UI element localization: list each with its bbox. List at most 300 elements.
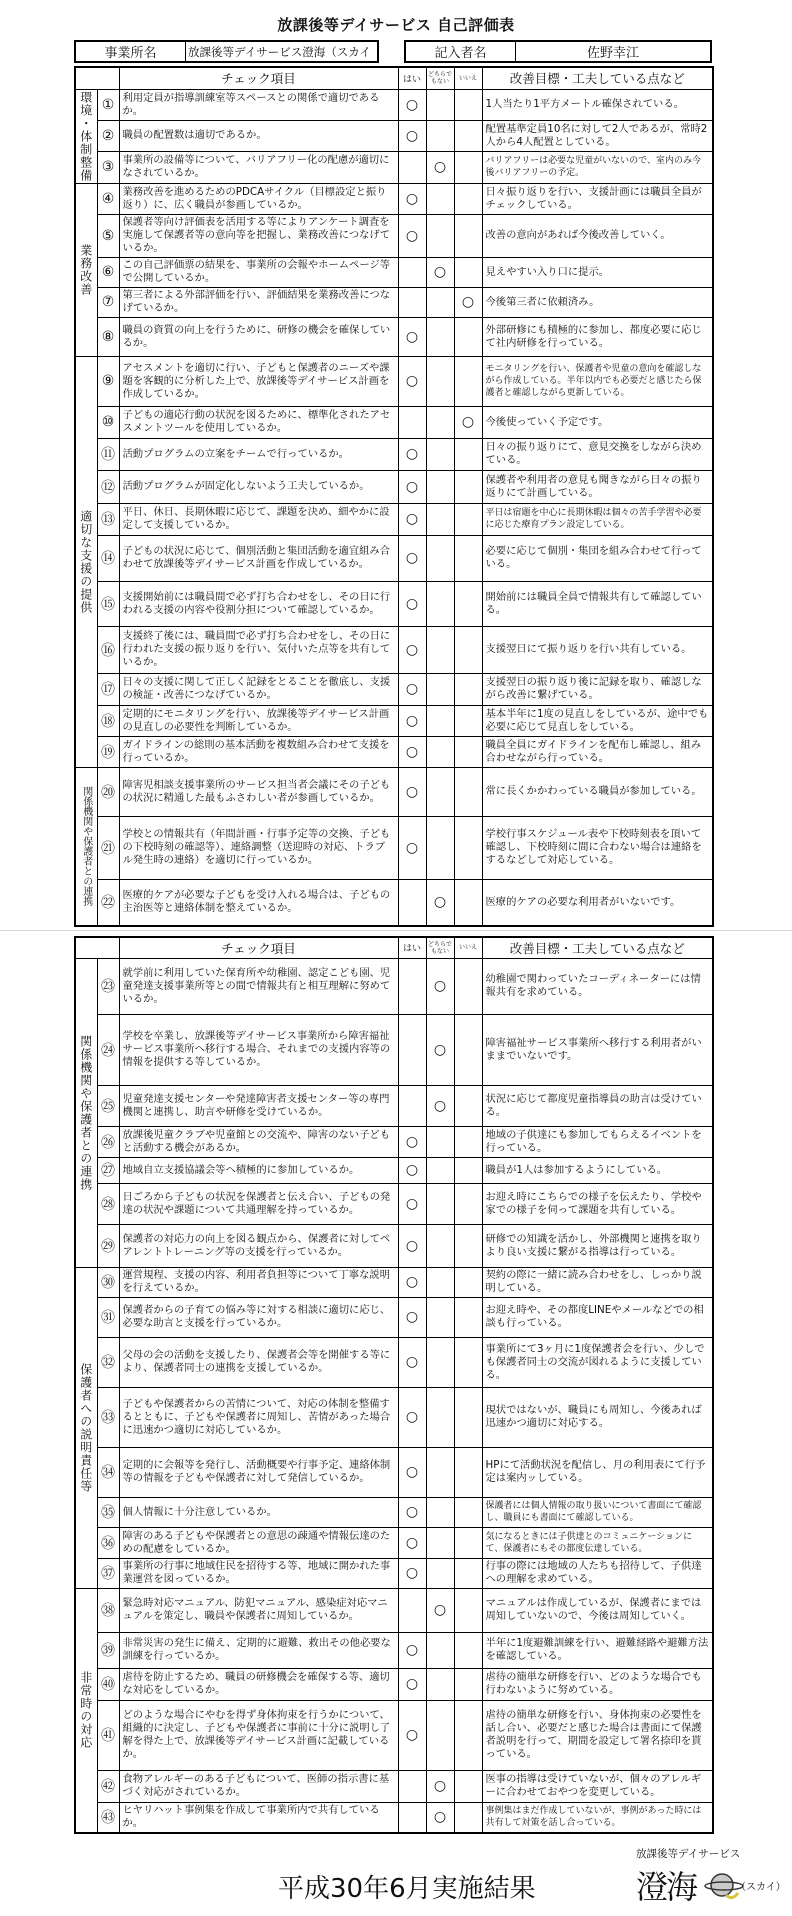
table-row <box>75 705 713 736</box>
item-number: ⑰ <box>97 673 119 705</box>
answer-neither-cell <box>426 438 454 470</box>
item-number: ㊵ <box>97 1668 119 1700</box>
answer-yes-cell: ○ <box>398 535 426 581</box>
check-item-text: 父母の会の活動を支援したり、保護者会等を開催する等により、保護者同士の連携を支援しているか。 <box>119 1337 398 1387</box>
check-item-text: 個人情報に十分注意しているか。 <box>119 1497 398 1527</box>
result-date: 平成30年6月実施結果 <box>278 1874 536 1904</box>
answer-neither-cell <box>426 673 454 705</box>
item-number: ㊳ <box>97 1588 119 1632</box>
answer-no-cell <box>454 1770 482 1802</box>
answer-no-cell <box>454 1126 482 1157</box>
answer-no-cell <box>454 503 482 535</box>
section-label: 適切な支援の提供 <box>75 356 97 767</box>
answer-yes-cell: ○ <box>398 89 426 120</box>
answer-yes-cell: ○ <box>398 1558 426 1588</box>
table-row <box>75 406 713 438</box>
answer-yes-cell: ○ <box>398 503 426 535</box>
table-row <box>75 1183 713 1224</box>
check-item-text: 子どもの状況に応じて、個別活動と集団活動を適宜組み合わせて放課後等デイサービス計画を作成しているか。 <box>119 535 398 581</box>
answer-neither-cell <box>426 535 454 581</box>
answer-yes-cell <box>398 1085 426 1126</box>
logo-tagline: 放課後等デイサービス <box>636 1848 741 1860</box>
table-row <box>75 1588 713 1632</box>
check-item-text: アセスメントを適切に行い、子どもと保護者のニーズや課題を客観的に分析した上で、放課後等デイサービス計画を作成しているか。 <box>119 356 398 406</box>
answer-yes-cell: ○ <box>398 1224 426 1267</box>
answer-neither-cell: ○ <box>426 151 454 183</box>
item-number: ③ <box>97 151 119 183</box>
improvement-comment: 改善の意向があれば今後改善していく。 <box>482 214 713 257</box>
header-neither: どちらでもない <box>426 937 454 958</box>
table-row <box>75 816 713 879</box>
improvement-comment: 平日は宿題を中心に長期休暇は個々の苦手学習や必要に応じた療育プラン設定している。 <box>482 503 713 535</box>
office-info-box <box>74 40 379 63</box>
check-item-text: 放課後児童クラブや児童館との交流や、障害のない子どもと活動する機会があるか。 <box>119 1126 398 1157</box>
answer-no-cell <box>454 89 482 120</box>
answer-no-cell <box>454 183 482 214</box>
improvement-comment: 状況に応じて都度児童指導員の助言は受けている。 <box>482 1085 713 1126</box>
answer-no-cell <box>454 1224 482 1267</box>
check-item-text: 医療的ケアが必要な子どもを受け入れる場合は、子どもの主治医等と連絡体制を整えているか。 <box>119 879 398 926</box>
table-row <box>75 214 713 257</box>
answer-no-cell <box>454 535 482 581</box>
answer-no-cell <box>454 626 482 673</box>
answer-no-cell <box>454 356 482 406</box>
answer-neither-cell <box>426 1297 454 1337</box>
header-improvement: 改善目標・工夫している点など <box>482 67 713 89</box>
answer-no-cell <box>454 317 482 356</box>
evaluation-table-1 <box>74 66 714 927</box>
table-row <box>75 1802 713 1833</box>
item-number: ㊱ <box>97 1527 119 1558</box>
answer-no-cell <box>454 1527 482 1558</box>
section-label: 非常時の対応 <box>75 1588 97 1833</box>
improvement-comment: 保護者には個人情報の取り扱いについて書面にて確認し、職員にも書面にて確認している。 <box>482 1497 713 1527</box>
header-neither: どちらでもない <box>426 67 454 89</box>
writer-info-box <box>404 40 712 63</box>
answer-no-cell <box>454 151 482 183</box>
improvement-comment: マニュアルは作成しているが、保護者にまでは周知していないので、今後は周知していく。 <box>482 1588 713 1632</box>
answer-neither-cell <box>426 1387 454 1447</box>
header-check-item: チェック項目 <box>119 67 398 89</box>
improvement-comment: 虐待の簡単な研修を行い、どのような場合でも行わないように努めている。 <box>482 1668 713 1700</box>
improvement-comment: バリアフリーは必要な児童がいないので、室内のみ今後バリアフリーの予定。 <box>482 151 713 183</box>
answer-no-cell <box>454 257 482 287</box>
table-row <box>75 120 713 151</box>
answer-neither-cell <box>426 1527 454 1558</box>
table-row <box>75 1668 713 1700</box>
answer-yes-cell: ○ <box>398 356 426 406</box>
check-item-text: 子どもや保護者からの苦情について、対応の体制を整備するとともに、子どもや保護者に周知し、苦情があった場合に迅速かつ適切に対応しているか。 <box>119 1387 398 1447</box>
improvement-comment: 学校行事スケジュール表や下校時刻表を頂いて確認し、下校時刻に間に合わない場合は連絡をするなどして対応している。 <box>482 816 713 879</box>
answer-neither-cell: ○ <box>426 958 454 1014</box>
answer-no-cell: ○ <box>454 406 482 438</box>
table-row <box>75 287 713 317</box>
check-item-text: ガイドラインの総則の基本活動を複数組み合わせて支援を行っているか。 <box>119 736 398 767</box>
answer-no-cell <box>454 214 482 257</box>
check-item-text: 非常災害の発生に備え、定期的に避難、救出その他必要な訓練を行っているか。 <box>119 1632 398 1668</box>
table-row <box>75 581 713 626</box>
item-number: ⑤ <box>97 214 119 257</box>
section-label: 業務改善 <box>75 183 97 356</box>
answer-neither-cell <box>426 1558 454 1588</box>
answer-yes-cell: ○ <box>398 317 426 356</box>
improvement-comment: 基本半年に1度の見直しをしているが、途中でも必要に応じて見直しをしている。 <box>482 705 713 736</box>
header-row <box>75 937 713 958</box>
item-number: ① <box>97 89 119 120</box>
improvement-comment: 日々の振り返りにて、意見交換をしながら決めている。 <box>482 438 713 470</box>
improvement-comment: 虐待の簡単な研修を行い、身体拘束の必要性を話し合い、必要だと感じた場合は書面にて保護者説明を行って、期間を設定して署名捺印を貰っている。 <box>482 1700 713 1770</box>
answer-neither-cell <box>426 356 454 406</box>
answer-neither-cell <box>426 816 454 879</box>
answer-neither-cell <box>426 626 454 673</box>
check-item-text: 職員の資質の向上を行うために、研修の機会を確保しているか。 <box>119 317 398 356</box>
improvement-comment: 事例集はまだ作成していないが、事例があった時には共有して対策を話し合っている。 <box>482 1802 713 1833</box>
table-row <box>75 1085 713 1126</box>
item-number: ⑧ <box>97 317 119 356</box>
improvement-comment: 行事の際には地域の人たちも招待して、子供達への理解を求めている。 <box>482 1558 713 1588</box>
answer-neither-cell <box>426 1183 454 1224</box>
answer-yes-cell: ○ <box>398 183 426 214</box>
improvement-comment: 職員が1人は参加するようにしている。 <box>482 1157 713 1183</box>
answer-neither-cell <box>426 470 454 503</box>
improvement-comment: 今後使っていく予定です。 <box>482 406 713 438</box>
table-row <box>75 1126 713 1157</box>
answer-neither-cell: ○ <box>426 879 454 926</box>
header-improvement: 改善目標・工夫している点など <box>482 937 713 958</box>
logo-name: 澄海 <box>636 1868 697 1906</box>
answer-no-cell <box>454 438 482 470</box>
answer-yes-cell: ○ <box>398 1267 426 1297</box>
check-item-text: 子どもの適応行動の状況を図るために、標準化されたアセスメントツールを使用しているか。 <box>119 406 398 438</box>
answer-yes-cell <box>398 1588 426 1632</box>
table-row <box>75 1700 713 1770</box>
answer-yes-cell: ○ <box>398 767 426 816</box>
answer-neither-cell <box>426 1337 454 1387</box>
check-item-text: 学校との情報共有（年間計画・行事予定等の交換、子どもの下校時刻の確認等）、連絡調整（送迎時の対応、トラブル発生時の連絡）を適切に行っているか。 <box>119 816 398 879</box>
item-number: ㉜ <box>97 1337 119 1387</box>
improvement-comment: 今後第三者に依頼済み。 <box>482 287 713 317</box>
item-number: ㉕ <box>97 1085 119 1126</box>
item-number: ㉝ <box>97 1387 119 1447</box>
answer-no-cell <box>454 1632 482 1668</box>
answer-no-cell <box>454 736 482 767</box>
answer-no-cell <box>454 1700 482 1770</box>
answer-yes-cell <box>398 879 426 926</box>
answer-no-cell <box>454 1183 482 1224</box>
item-number: ㊲ <box>97 1558 119 1588</box>
improvement-comment: モニタリングを行い、保護者や児童の意向を確認しながら作成している。半年以内でも必要だと感じたら保護者と確認しながら更新している。 <box>482 356 713 406</box>
answer-neither-cell <box>426 1267 454 1297</box>
answer-neither-cell <box>426 287 454 317</box>
check-item-text: 虐待を防止するため、職員の研修機会を確保する等、適切な対応をしているか。 <box>119 1668 398 1700</box>
improvement-comment: 幼稚園で関わっていたコーディネーターには情報共有を求めている。 <box>482 958 713 1014</box>
header-blank <box>75 937 119 958</box>
table-row <box>75 1224 713 1267</box>
answer-yes-cell: ○ <box>398 1497 426 1527</box>
table-row <box>75 1558 713 1588</box>
answer-neither-cell <box>426 183 454 214</box>
item-number: ⑨ <box>97 356 119 406</box>
item-number: ⑫ <box>97 470 119 503</box>
check-item-text: 第三者による外部評価を行い、評価結果を業務改善につなげているか。 <box>119 287 398 317</box>
item-number: ㉖ <box>97 1126 119 1157</box>
improvement-comment: 医事の指導は受けていないが、個々のアレルギーに合わせておやつを変更している。 <box>482 1770 713 1802</box>
table-row <box>75 1014 713 1085</box>
answer-neither-cell <box>426 214 454 257</box>
answer-no-cell <box>454 816 482 879</box>
table-row <box>75 470 713 503</box>
answer-neither-cell <box>426 120 454 151</box>
answer-yes-cell: ○ <box>398 816 426 879</box>
table-row <box>75 626 713 673</box>
item-number: ㊷ <box>97 1770 119 1802</box>
answer-yes-cell: ○ <box>398 1527 426 1558</box>
section-label: 保護者への説明責任等 <box>75 1267 97 1588</box>
answer-neither-cell <box>426 1224 454 1267</box>
table-row <box>75 1447 713 1497</box>
improvement-comment: 必要に応じて個別・集団を組み合わせて行っている。 <box>482 535 713 581</box>
check-item-text: どのような場合にやむを得ず身体拘束を行うかについて、組織的に決定し、子どもや保護者に事前に十分に説明し了解を得た上で、放課後等デイサービス計画に記載しているか。 <box>119 1700 398 1770</box>
item-number: ⑪ <box>97 438 119 470</box>
item-number: ⑳ <box>97 767 119 816</box>
item-number: ④ <box>97 183 119 214</box>
answer-neither-cell <box>426 89 454 120</box>
answer-neither-cell <box>426 503 454 535</box>
table-row <box>75 1157 713 1183</box>
improvement-comment: 現状ではないが、職員にも周知し、今後あれば迅速かつ適切に対応する。 <box>482 1387 713 1447</box>
check-item-text: 職員の配置数は適切であるか。 <box>119 120 398 151</box>
table-row <box>75 1527 713 1558</box>
check-item-text: 保護者等向け評価表を活用する等によりアンケート調査を実施して保護者等の意向等を把握し、業務改善につなげているか。 <box>119 214 398 257</box>
check-item-text: 活動プログラムが固定化しないよう工夫しているか。 <box>119 470 398 503</box>
item-number: ㉚ <box>97 1267 119 1297</box>
writer-name-label: 記入者名 <box>406 42 516 61</box>
answer-yes-cell <box>398 287 426 317</box>
improvement-comment: 気になるときには子供達とのコミュニケーションにて、保護者にもその都度伝達している。 <box>482 1527 713 1558</box>
table-row <box>75 535 713 581</box>
item-number: ㉛ <box>97 1297 119 1337</box>
answer-no-cell <box>454 1497 482 1527</box>
table-row <box>75 183 713 214</box>
check-item-text: 活動プログラムの立案をチームで行っているか。 <box>119 438 398 470</box>
section-label: 環境・体制整備 <box>75 89 97 183</box>
answer-no-cell <box>454 767 482 816</box>
table-row <box>75 736 713 767</box>
improvement-comment: 1人当たり1平方メートル確保されている。 <box>482 89 713 120</box>
check-item-text: 業務改善を進めるためのPDCAサイクル（目標設定と振り返り）に、広く職員が参画しているか。 <box>119 183 398 214</box>
check-item-text: 事業所の行事に地域住民を招待する等、地域に開かれた事業運営を図っているか。 <box>119 1558 398 1588</box>
improvement-comment: 支援翌日にて振り返りを行い共有している。 <box>482 626 713 673</box>
improvement-comment: 事業所にて3ヶ月に1度保護者会を行い、少しでも保護者同士の交流が図れるように支援している。 <box>482 1337 713 1387</box>
answer-neither-cell: ○ <box>426 257 454 287</box>
check-item-text: 平日、休日、長期休暇に応じて、課題を決め、細やかに設定して支援しているか。 <box>119 503 398 535</box>
answer-yes-cell <box>398 1770 426 1802</box>
item-number: ⑯ <box>97 626 119 673</box>
header-yes: はい <box>398 937 426 958</box>
item-number: ㉟ <box>97 1497 119 1527</box>
answer-yes-cell: ○ <box>398 1387 426 1447</box>
evaluation-table-2 <box>74 936 714 1834</box>
answer-yes-cell: ○ <box>398 120 426 151</box>
improvement-comment: 地域の子供達にも参加してもらえるイベントを行っている。 <box>482 1126 713 1157</box>
answer-no-cell <box>454 879 482 926</box>
answer-neither-cell <box>426 1497 454 1527</box>
improvement-comment: HPにて活動状況を配信し、月の利用表にて行予定は案内ッしている。 <box>482 1447 713 1497</box>
table-row <box>75 151 713 183</box>
answer-neither-cell: ○ <box>426 1085 454 1126</box>
answer-neither-cell <box>426 581 454 626</box>
check-item-text: 支援開始前には職員間で必ず打ち合わせをし、その日に行われる支援の内容や役割分担について確認しているか。 <box>119 581 398 626</box>
header-yes: はい <box>398 67 426 89</box>
section-label: 関係機関や保護者との連携 <box>75 767 97 926</box>
answer-neither-cell <box>426 767 454 816</box>
header-blank <box>75 67 119 89</box>
improvement-comment: 日々振り返りを行い、支援計画には職員全員がチェックしている。 <box>482 183 713 214</box>
item-number: ㉑ <box>97 816 119 879</box>
answer-yes-cell <box>398 1802 426 1833</box>
answer-neither-cell <box>426 1157 454 1183</box>
check-item-text: 定期的に会報等を発行し、活動概要や行事予定、連絡体制等の情報を子どもや保護者に対して発信しているか。 <box>119 1447 398 1497</box>
answer-yes-cell: ○ <box>398 1632 426 1668</box>
table-row <box>75 356 713 406</box>
header-no: いいえ <box>454 67 482 89</box>
header-no: いいえ <box>454 937 482 958</box>
answer-yes-cell <box>398 1014 426 1085</box>
answer-no-cell <box>454 1387 482 1447</box>
answer-yes-cell: ○ <box>398 1157 426 1183</box>
table-row <box>75 1297 713 1337</box>
check-item-text: 定期的にモニタリングを行い、放課後等デイサービス計画の見直しの必要性を判断しているか。 <box>119 705 398 736</box>
improvement-comment: 障害福祉サービス事業所へ移行する利用者がいままでいないです。 <box>482 1014 713 1085</box>
answer-yes-cell: ○ <box>398 1668 426 1700</box>
answer-yes-cell <box>398 151 426 183</box>
improvement-comment: 半年に1度避難訓練を行い、避難経路や避難方法を確認している。 <box>482 1632 713 1668</box>
answer-no-cell <box>454 581 482 626</box>
item-number: ② <box>97 120 119 151</box>
item-number: ㉗ <box>97 1157 119 1183</box>
item-number: ㉒ <box>97 879 119 926</box>
table-row <box>75 1387 713 1447</box>
answer-neither-cell <box>426 317 454 356</box>
improvement-comment: 保護者や利用者の意見も聞きながら日々の振り返りにて計画している。 <box>482 470 713 503</box>
item-number: ㉘ <box>97 1183 119 1224</box>
answer-no-cell <box>454 120 482 151</box>
answer-neither-cell: ○ <box>426 1802 454 1833</box>
answer-neither-cell <box>426 1632 454 1668</box>
answer-no-cell <box>454 1802 482 1833</box>
answer-no-cell <box>454 1157 482 1183</box>
section-label: 関係機関や保護者との連携 <box>75 958 97 1267</box>
improvement-comment: お迎え時や、その都度LINEやメールなどでの相談も行っている。 <box>482 1297 713 1337</box>
table-row <box>75 89 713 120</box>
improvement-comment: お迎え時にこちらでの様子を伝えたり、学校や家での様子を伺って課題を共有している。 <box>482 1183 713 1224</box>
check-item-text: 障害児相談支援事業所のサービス担当者会議にその子どもの状況に精通した最もふさわしい者が参画しているか。 <box>119 767 398 816</box>
answer-no-cell <box>454 1267 482 1297</box>
item-number: ⑩ <box>97 406 119 438</box>
answer-neither-cell: ○ <box>426 1770 454 1802</box>
table-row <box>75 317 713 356</box>
item-number: ⑭ <box>97 535 119 581</box>
check-item-text: 学校を卒業し、放課後等デイサービス事業所から障害福祉サービス事業所へ移行する場合、それまでの支援内容等の情報を提供する等しているか。 <box>119 1014 398 1085</box>
answer-yes-cell: ○ <box>398 214 426 257</box>
improvement-comment: 開始前には職員全員で情報共有して確認している。 <box>482 581 713 626</box>
answer-no-cell <box>454 1085 482 1126</box>
page-separator <box>0 930 792 931</box>
answer-yes-cell: ○ <box>398 1447 426 1497</box>
check-item-text: 利用定員が指導訓練室等スペースとの関係で適切であるか。 <box>119 89 398 120</box>
improvement-comment: 配置基準定員10名に対して2人であるが、常時2人から4人配置としている。 <box>482 120 713 151</box>
table-row <box>75 879 713 926</box>
improvement-comment: 見えやすい入り口に提示。 <box>482 257 713 287</box>
answer-yes-cell: ○ <box>398 1700 426 1770</box>
answer-neither-cell: ○ <box>426 1014 454 1085</box>
table-row <box>75 1770 713 1802</box>
answer-no-cell <box>454 1588 482 1632</box>
check-item-text: 日々の支援に関して正しく記録をとることを徹底し、支援の検証・改善につなげているか。 <box>119 673 398 705</box>
answer-no-cell <box>454 1447 482 1497</box>
check-item-text: 事業所の設備等について、バリアフリー化の配慮が適切になされているか。 <box>119 151 398 183</box>
item-number: ㉞ <box>97 1447 119 1497</box>
item-number: ㉙ <box>97 1224 119 1267</box>
table-row <box>75 1337 713 1387</box>
table-row <box>75 257 713 287</box>
item-number: ⑦ <box>97 287 119 317</box>
answer-no-cell <box>454 1297 482 1337</box>
improvement-comment: 外部研修にも積極的に参加し、都度必要に応じて社内研修を行っている。 <box>482 317 713 356</box>
improvement-comment: 常に長くかかわっている職員が参加している。 <box>482 767 713 816</box>
check-item-text: 緊急時対応マニュアル、防犯マニュアル、感染症対応マニュアルを策定し、職員や保護者に周知しているか。 <box>119 1588 398 1632</box>
answer-yes-cell: ○ <box>398 1183 426 1224</box>
check-item-text: 保護者の対応力の向上を図る観点から、保護者に対してペアレントトレーニング等の支援を行っているか。 <box>119 1224 398 1267</box>
check-item-text: 運営規程、支援の内容、利用者負担等について丁寧な説明を行えているか。 <box>119 1267 398 1297</box>
answer-yes-cell: ○ <box>398 736 426 767</box>
answer-yes-cell <box>398 406 426 438</box>
answer-neither-cell <box>426 1668 454 1700</box>
check-item-text: 児童発達支援センターや発達障害者支援センター等の専門機関と連携し、助言や研修を受けているか。 <box>119 1085 398 1126</box>
answer-yes-cell <box>398 257 426 287</box>
office-name-label: 事業所名 <box>76 42 186 61</box>
check-item-text: 食物アレルギーのある子どもについて、医師の指示書に基づく対応がされているか。 <box>119 1770 398 1802</box>
header-check-item: チェック項目 <box>119 937 398 958</box>
item-number: ㊸ <box>97 1802 119 1833</box>
table-row <box>75 958 713 1014</box>
answer-neither-cell <box>426 406 454 438</box>
answer-no-cell: ○ <box>454 287 482 317</box>
check-item-text: ヒヤリハット事例集を作成して事業所内で共有しているか。 <box>119 1802 398 1833</box>
answer-no-cell <box>454 673 482 705</box>
answer-no-cell <box>454 958 482 1014</box>
answer-no-cell <box>454 470 482 503</box>
improvement-comment: 契約の際に一緒に読み合わせをし、しっかり説明している。 <box>482 1267 713 1297</box>
logo <box>632 1846 786 1910</box>
answer-neither-cell <box>426 736 454 767</box>
item-number: ㊶ <box>97 1700 119 1770</box>
answer-neither-cell <box>426 1447 454 1497</box>
page-title: 放課後等デイサービス 自己評価表 <box>277 16 515 34</box>
item-number: ⑮ <box>97 581 119 626</box>
logo-reading: （スカイ） <box>736 1882 786 1893</box>
item-number: ⑲ <box>97 736 119 767</box>
check-item-text: 就学前に利用していた保育所や幼稚園、認定こども園、児童発達支援事業所等との間で情報共有と相互理解に努めているか。 <box>119 958 398 1014</box>
improvement-comment: 支援翌日の振り返り後に記録を取り、確認しながら改善に繋げている。 <box>482 673 713 705</box>
check-item-text: この自己評価票の結果を、事業所の会報やホームページ等で公開しているか。 <box>119 257 398 287</box>
answer-neither-cell <box>426 705 454 736</box>
item-number: ⑥ <box>97 257 119 287</box>
answer-yes-cell: ○ <box>398 673 426 705</box>
item-number: ㉔ <box>97 1014 119 1085</box>
improvement-comment: 職員全員にガイドラインを配布し確認し、組み合わせながら行っている。 <box>482 736 713 767</box>
answer-neither-cell <box>426 1700 454 1770</box>
